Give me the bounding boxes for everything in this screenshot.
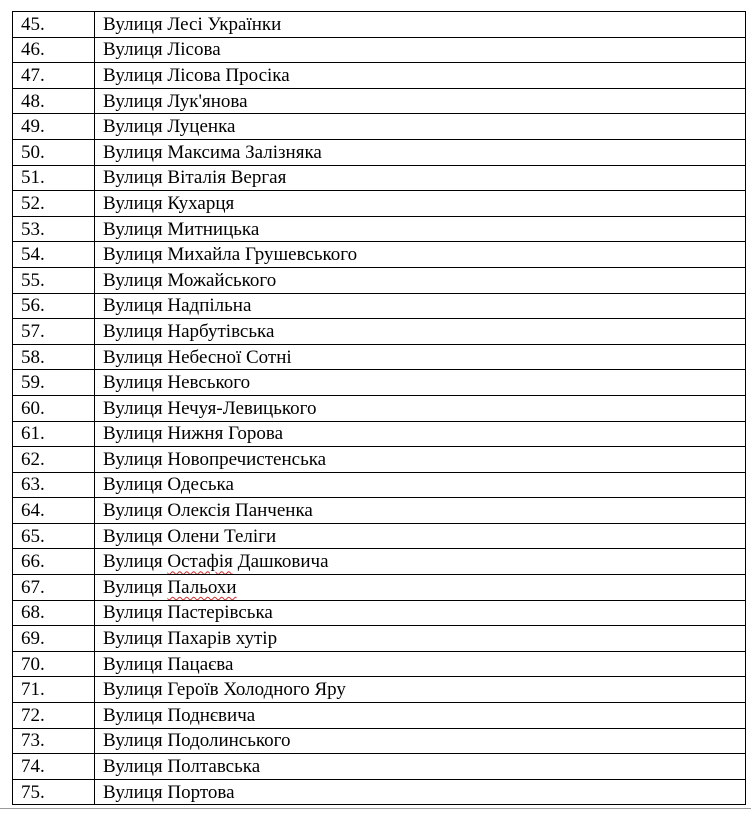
page-bottom-divider [0, 808, 751, 809]
street-name: Вулиця Остафія Дашковича [95, 549, 746, 575]
street-name: Вулиця Митницька [95, 216, 746, 242]
table-row [13, 472, 746, 498]
street-name: Вулиця Михайла Грушевського [95, 242, 746, 268]
street-name: Вулиця Подолинського [95, 728, 746, 754]
table-row [13, 370, 746, 396]
row-number: 68. [13, 600, 95, 626]
street-name: Вулиця Нечуя-Левицького [95, 395, 746, 421]
table-row [13, 114, 746, 140]
row-number: 46. [13, 37, 95, 63]
street-name: Вулиця Віталія Вергая [95, 165, 746, 191]
row-number: 57. [13, 319, 95, 345]
street-name: Вулиця Олени Теліги [95, 523, 746, 549]
row-number: 47. [13, 63, 95, 89]
row-number: 64. [13, 498, 95, 524]
row-number: 66. [13, 549, 95, 575]
table-row [13, 447, 746, 473]
table-row [13, 216, 746, 242]
row-number: 63. [13, 472, 95, 498]
street-name: Вулиця Олексія Панченка [95, 498, 746, 524]
row-number: 65. [13, 523, 95, 549]
table-row [13, 191, 746, 217]
table-row [13, 523, 746, 549]
street-name: Вулиця Луценка [95, 114, 746, 140]
table-row [13, 395, 746, 421]
row-number: 54. [13, 242, 95, 268]
row-number: 75. [13, 779, 95, 805]
street-name: Вулиця Пастерівська [95, 600, 746, 626]
table-row [13, 421, 746, 447]
table-row [13, 267, 746, 293]
street-name: Вулиця Можайського [95, 267, 746, 293]
row-number: 55. [13, 267, 95, 293]
street-name: Вулиця Героїв Холодного Яру [95, 677, 746, 703]
row-number: 59. [13, 370, 95, 396]
table-row [13, 242, 746, 268]
row-number: 67. [13, 575, 95, 601]
row-number: 61. [13, 421, 95, 447]
table-row [13, 344, 746, 370]
street-name: Вулиця Пальохи [95, 575, 746, 601]
row-number: 72. [13, 703, 95, 729]
row-number: 60. [13, 395, 95, 421]
row-number: 50. [13, 139, 95, 165]
row-number: 62. [13, 447, 95, 473]
table-row [13, 677, 746, 703]
row-number: 56. [13, 293, 95, 319]
row-number: 53. [13, 216, 95, 242]
street-name: Вулиця Максима Залізняка [95, 139, 746, 165]
table-row [13, 754, 746, 780]
street-name: Вулиця Невського [95, 370, 746, 396]
street-name: Вулиця Лісова [95, 37, 746, 63]
street-name: Вулиця Пацаєва [95, 651, 746, 677]
table-row [13, 626, 746, 652]
street-name: Вулиця Лесі Українки [95, 12, 746, 38]
street-name: Вулиця Нижня Горова [95, 421, 746, 447]
street-name: Вулиця Новопречистенська [95, 447, 746, 473]
table-row [13, 88, 746, 114]
table-row [13, 779, 746, 805]
street-list-table [12, 11, 746, 805]
street-list-body [13, 12, 746, 805]
street-name: Вулиця Кухарця [95, 191, 746, 217]
street-name: Вулиця Нарбутівська [95, 319, 746, 345]
street-name: Вулиця Портова [95, 779, 746, 805]
table-row [13, 498, 746, 524]
spellcheck-flagged-word: Пальохи [167, 576, 237, 598]
row-number: 74. [13, 754, 95, 780]
street-name: Вулиця Лук'янова [95, 88, 746, 114]
row-number: 71. [13, 677, 95, 703]
row-number: 51. [13, 165, 95, 191]
row-number: 69. [13, 626, 95, 652]
street-name: Вулиця Надпільна [95, 293, 746, 319]
row-number: 52. [13, 191, 95, 217]
row-number: 48. [13, 88, 95, 114]
table-row [13, 12, 746, 38]
table-row [13, 319, 746, 345]
row-number: 58. [13, 344, 95, 370]
row-number: 45. [13, 12, 95, 38]
street-name: Вулиця Одеська [95, 472, 746, 498]
row-number: 49. [13, 114, 95, 140]
table-row [13, 37, 746, 63]
table-row [13, 728, 746, 754]
table-row [13, 549, 746, 575]
table-row [13, 703, 746, 729]
table-row [13, 63, 746, 89]
row-number: 73. [13, 728, 95, 754]
table-row [13, 600, 746, 626]
table-row [13, 651, 746, 677]
table-row [13, 575, 746, 601]
table-row [13, 293, 746, 319]
spellcheck-flagged-word: Остафія [167, 551, 233, 573]
street-name: Вулиця Полтавська [95, 754, 746, 780]
street-name: Вулиця Поднєвича [95, 703, 746, 729]
street-name: Вулиця Пахарів хутір [95, 626, 746, 652]
street-name: Вулиця Небесної Сотні [95, 344, 746, 370]
table-row [13, 165, 746, 191]
row-number: 70. [13, 651, 95, 677]
table-row [13, 139, 746, 165]
street-name: Вулиця Лісова Просіка [95, 63, 746, 89]
